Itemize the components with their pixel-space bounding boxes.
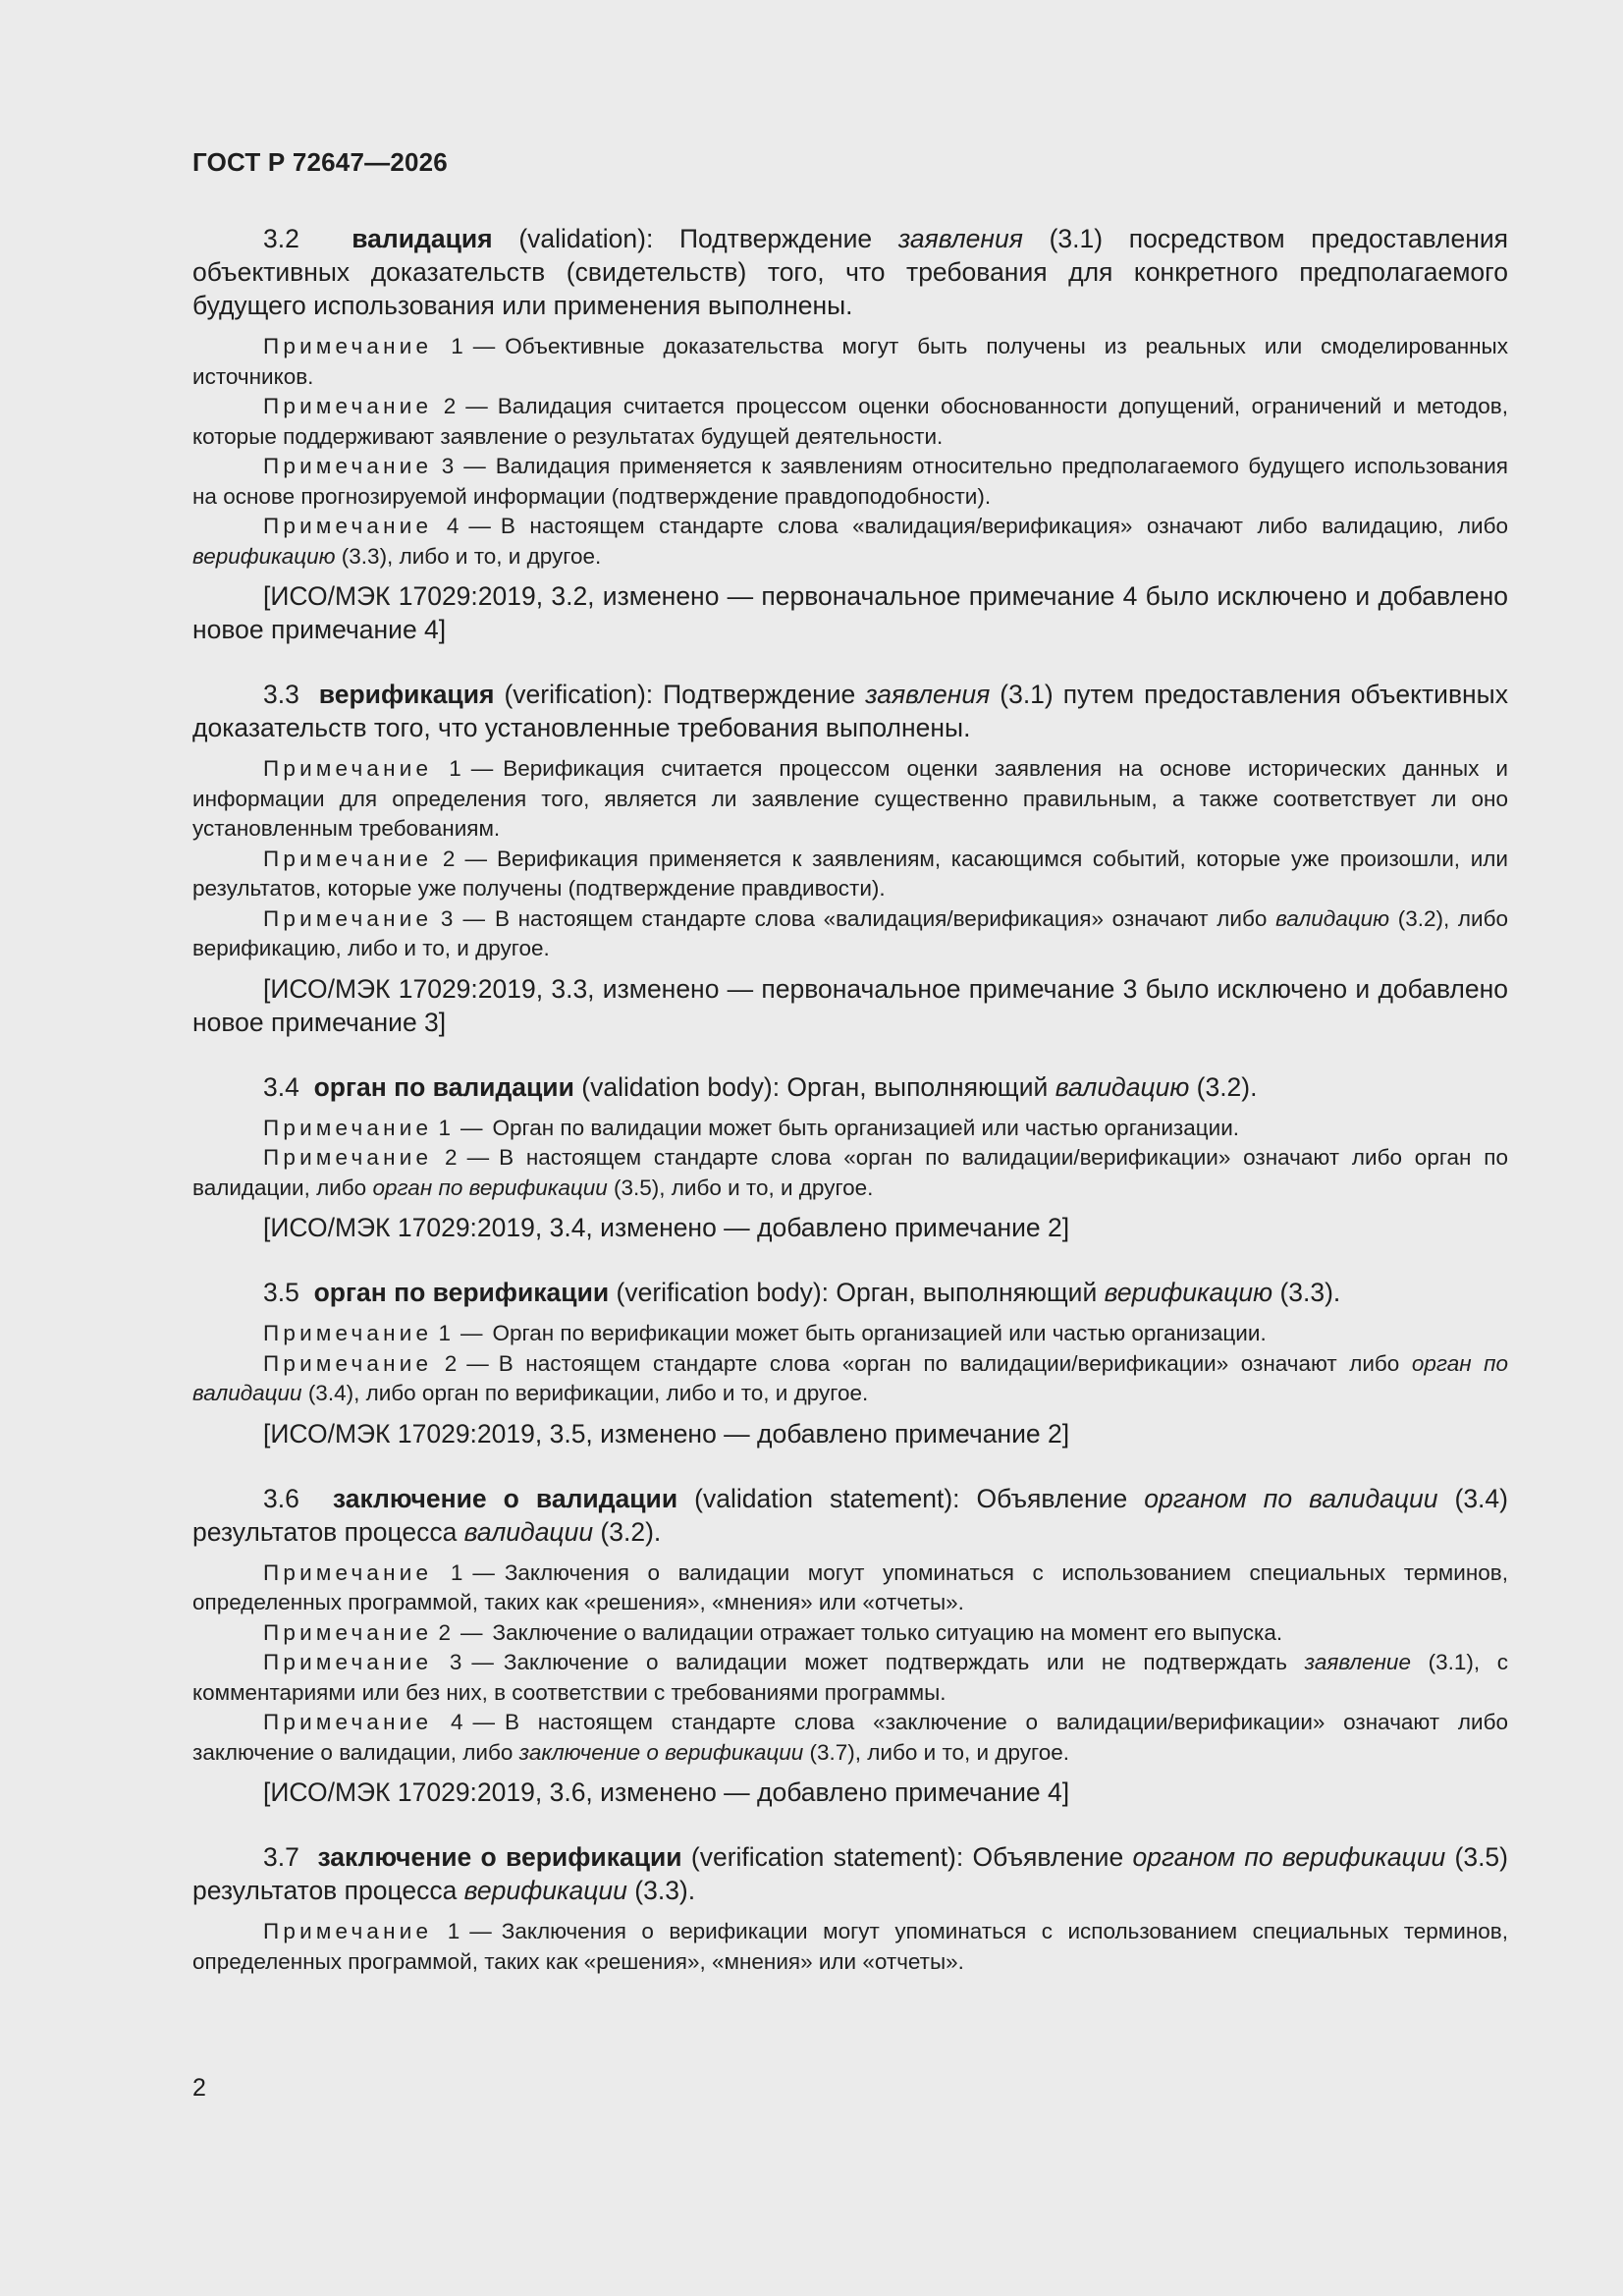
italic-term-ref: валидацию: [1055, 1071, 1190, 1102]
italic-term-ref: заключение о верификации: [518, 1739, 804, 1765]
text-run: (3.3).: [626, 1876, 696, 1905]
note-dash: —: [472, 1710, 496, 1734]
note: [192, 754, 1508, 845]
text-run: (3.3), либо и то, и другое.: [335, 543, 602, 569]
note: [192, 452, 1508, 512]
term-section: [192, 1276, 1508, 1450]
term-definition: [192, 1276, 1508, 1309]
italic-term-ref: заявление: [1304, 1650, 1411, 1674]
source-reference: [ИСО/МЭК 17029:2019, 3.3, изменено — первоначальное примечание 3 было исключено и добавлено новое примечание 3]: [192, 973, 1508, 1037]
text-run: (3.2).: [593, 1516, 662, 1547]
source-reference: [ИСО/МЭК 17029:2019, 3.5, изменено — добавлено примечание 2]: [263, 1418, 1070, 1449]
italic-term-ref: заявления: [865, 680, 991, 709]
note: [192, 1143, 1508, 1203]
source-reference: [ИСО/МЭК 17029:2019, 3.2, изменено — первоначальное примечание 4 было исключено и добавлено новое примечание 4]: [192, 581, 1508, 644]
note-label: Примечание: [263, 756, 433, 781]
notes-block: [192, 1319, 1508, 1409]
text-run: В настоящем стандарте слова «валидация/верификация» означают либо: [494, 905, 1276, 931]
note-number: 1: [450, 1559, 463, 1585]
text-run: В настоящем стандарте слова «орган по валидации/верификации» означают либо: [498, 1350, 1412, 1376]
text-run: (validation): Подтверждение: [492, 224, 898, 253]
text-run: (3.2).: [1189, 1071, 1258, 1102]
notes-block: [192, 1917, 1508, 1977]
text-run: (3.1) посредством предоставления объективных доказательств (свидетельств) того, что требования для конкретного предполагаемого будущего использования или применения выполнены.: [192, 224, 1509, 320]
note-label: Примечание: [263, 334, 433, 358]
note-number: 4: [446, 514, 460, 538]
term-section: [192, 1070, 1508, 1245]
note-label: Примечание: [263, 1919, 433, 1943]
note-dash: —: [462, 905, 485, 931]
note-label: Примечание: [263, 394, 433, 418]
note: [192, 1618, 1508, 1649]
note-dash: —: [468, 514, 491, 538]
text-run: Орган по верификации может быть организацией или частью организации.: [492, 1321, 1267, 1345]
note-number: 2: [442, 846, 456, 871]
italic-term-ref: органом по валидации: [1144, 1483, 1438, 1513]
term-name: валидация: [352, 224, 493, 253]
text-run: (validation statement): Объявление: [677, 1483, 1145, 1513]
note-number: 1: [438, 1115, 452, 1140]
document-body: [192, 222, 1508, 1985]
text-run: Орган по валидации может быть организацией или частью организации.: [492, 1115, 1240, 1140]
term-number: 3.7: [263, 1842, 299, 1872]
text-run: (validation body): Орган, выполняющий: [573, 1071, 1055, 1102]
text-run: (3.7), либо и то, и другое.: [803, 1739, 1069, 1765]
term-name: верификация: [318, 680, 495, 709]
note: [192, 1558, 1508, 1618]
note-dash: —: [472, 1559, 495, 1585]
text-run: (3.4), либо орган по верификации, либо и то, и другое.: [301, 1381, 869, 1405]
text-run: (3.3).: [1272, 1278, 1341, 1307]
note-label: Примечание: [263, 1559, 433, 1585]
italic-term-ref: верификацию: [1104, 1278, 1273, 1307]
note-number: 3: [441, 454, 455, 478]
text-run: Верификация применяется к заявлениям, касающимся событий, которые уже произошли, или результатов, которые уже получены (подтверждение правдивости).: [192, 846, 1508, 901]
note: [192, 1349, 1508, 1409]
note-number: 1: [447, 1919, 460, 1943]
note-label: Примечание: [263, 1115, 433, 1140]
text-run: (verification statement): Объявление: [681, 1842, 1133, 1872]
note-number: 4: [451, 1710, 463, 1734]
term-name: заключение о верификации: [317, 1842, 682, 1872]
text-run: Заключение о валидации отражает только ситуацию на момент его выпуска.: [492, 1619, 1283, 1645]
note-dash: —: [466, 1350, 489, 1376]
text-run: (verification): Подтверждение: [494, 680, 866, 709]
note-dash: —: [469, 1919, 492, 1943]
note: [192, 845, 1508, 904]
term-number: 3.2: [263, 224, 299, 253]
text-run: (3.1), с комментариями или без них, в соответствии с требованиями программы.: [192, 1650, 1508, 1705]
note-dash: —: [460, 1619, 483, 1645]
term-name: орган по верификации: [313, 1278, 610, 1307]
page-number: 2: [192, 2074, 206, 2102]
note: [192, 904, 1508, 964]
note-dash: —: [472, 334, 496, 358]
note-dash: —: [471, 1650, 494, 1674]
text-run: (3.5) результатов процесса: [192, 1842, 1508, 1905]
text-run: В настоящем стандарте слова «заключение о валидации/верификации» означают либо заключение о валидации, либо: [192, 1710, 1508, 1765]
term-definition: [192, 1840, 1508, 1907]
term-section: [192, 678, 1508, 1039]
italic-term-ref: органом по верификации: [1132, 1842, 1446, 1872]
note-number: 3: [440, 905, 454, 931]
text-run: В настоящем стандарте слова «валидация/верификация» означают либо валидацию, либо: [500, 514, 1508, 538]
note-dash: —: [470, 756, 494, 781]
note-label: Примечание: [263, 1650, 433, 1674]
note-dash: —: [466, 1145, 490, 1170]
note-label: Примечание: [263, 514, 433, 538]
term-section: [192, 1482, 1508, 1810]
italic-term-ref: заявления: [897, 224, 1023, 253]
note-label: Примечание: [263, 846, 433, 871]
text-run: (3.5), либо и то, и другое.: [607, 1175, 874, 1200]
note-number: 2: [444, 1350, 458, 1376]
term-number: 3.4: [263, 1071, 299, 1102]
note-label: Примечание: [263, 1350, 433, 1376]
notes-block: [192, 1114, 1508, 1204]
note-number: 2: [445, 1145, 458, 1170]
text-run: Верификация считается процессом оценки заявления на основе исторических данных и информации для определения того, является ли заявление существенно правильным, а также соответствует ли оно установленным требованиям.: [192, 756, 1508, 841]
text-run: Заключения о верификации могут упоминаться с использованием специальных терминов, определенных программой, таких как «решения», «мнения» или «отчеты».: [192, 1919, 1508, 1974]
italic-term-ref: верификации: [463, 1876, 627, 1905]
note-dash: —: [460, 1115, 483, 1140]
note-label: Примечание: [263, 1145, 433, 1170]
note: [192, 1319, 1508, 1349]
text-run: (verification body): Орган, выполняющий: [609, 1278, 1105, 1307]
text-run: (3.2), либо верификацию, либо и то, и другое.: [192, 905, 1508, 960]
note-label: Примечание: [263, 454, 433, 478]
note-number: 2: [443, 394, 457, 418]
note-number: 3: [449, 1650, 462, 1674]
notes-block: [192, 1558, 1508, 1769]
term-definition: [192, 678, 1508, 744]
note-label: Примечание: [263, 1619, 433, 1645]
term-section: [192, 222, 1508, 646]
note-number: 1: [451, 334, 463, 358]
term-number: 3.5: [263, 1278, 299, 1307]
term-definition: [192, 1070, 1508, 1104]
note-number: 1: [449, 756, 461, 781]
note: [192, 1114, 1508, 1144]
text-run: В настоящем стандарте слова «орган по валидации/верификации» означают либо орган по валидации, либо: [192, 1145, 1508, 1200]
term-definition: [192, 1482, 1508, 1549]
text-run: (3.4) результатов процесса: [192, 1483, 1508, 1547]
note: [192, 332, 1508, 392]
notes-block: [192, 332, 1508, 572]
text-run: (3.1) путем предоставления объективных доказательств того, что установленные требования выполнены.: [192, 680, 1508, 742]
note-dash: —: [465, 394, 488, 418]
term-name: заключение о валидации: [332, 1483, 678, 1513]
note-label: Примечание: [263, 1321, 433, 1345]
notes-block: [192, 754, 1508, 964]
note-dash: —: [464, 846, 487, 871]
source-reference: [ИСО/МЭК 17029:2019, 3.6, изменено — добавлено примечание 4]: [263, 1777, 1070, 1807]
italic-term-ref: валидации: [463, 1516, 594, 1547]
term-definition: [192, 222, 1508, 322]
text-run: Заключения о валидации могут упоминаться с использованием специальных терминов, определенных программой, таких как «решения», «мнения» или «отчеты».: [192, 1559, 1508, 1614]
note-label: Примечание: [263, 905, 433, 931]
note-label: Примечание: [263, 1710, 433, 1734]
term-number: 3.3: [263, 680, 299, 709]
note: [192, 1917, 1508, 1977]
italic-term-ref: орган по верификации: [372, 1175, 608, 1200]
note: [192, 392, 1508, 452]
term-section: [192, 1840, 1508, 1977]
note-number: 1: [438, 1321, 452, 1345]
text-run: Объективные доказательства могут быть получены из реальных или смоделированных источников.: [192, 334, 1508, 389]
text-run: Валидация применяется к заявлениям относительно предполагаемого будущего использования на основе прогнозируемой информации (подтверждение правдоподобности).: [192, 454, 1508, 509]
text-run: Валидация считается процессом оценки обоснованности допущений, ограничений и методов, которые поддерживают заявление о результатах будущей деятельности.: [192, 394, 1508, 449]
text-run: Заключение о валидации может подтверждать или не подтверждать: [503, 1650, 1305, 1674]
italic-term-ref: орган по валидации: [192, 1350, 1508, 1405]
italic-term-ref: валидацию: [1275, 905, 1390, 931]
document-header: ГОСТ Р 72647—2026: [192, 147, 448, 177]
note: [192, 512, 1508, 572]
note: [192, 1648, 1508, 1708]
note-dash: —: [460, 1321, 483, 1345]
note-number: 2: [438, 1619, 452, 1645]
term-name: орган по валидации: [313, 1071, 574, 1102]
term-number: 3.6: [263, 1483, 299, 1513]
italic-term-ref: верификацию: [192, 543, 336, 569]
source-reference: [ИСО/МЭК 17029:2019, 3.4, изменено — добавлено примечание 2]: [263, 1213, 1070, 1242]
note-dash: —: [463, 454, 486, 478]
note: [192, 1708, 1508, 1768]
